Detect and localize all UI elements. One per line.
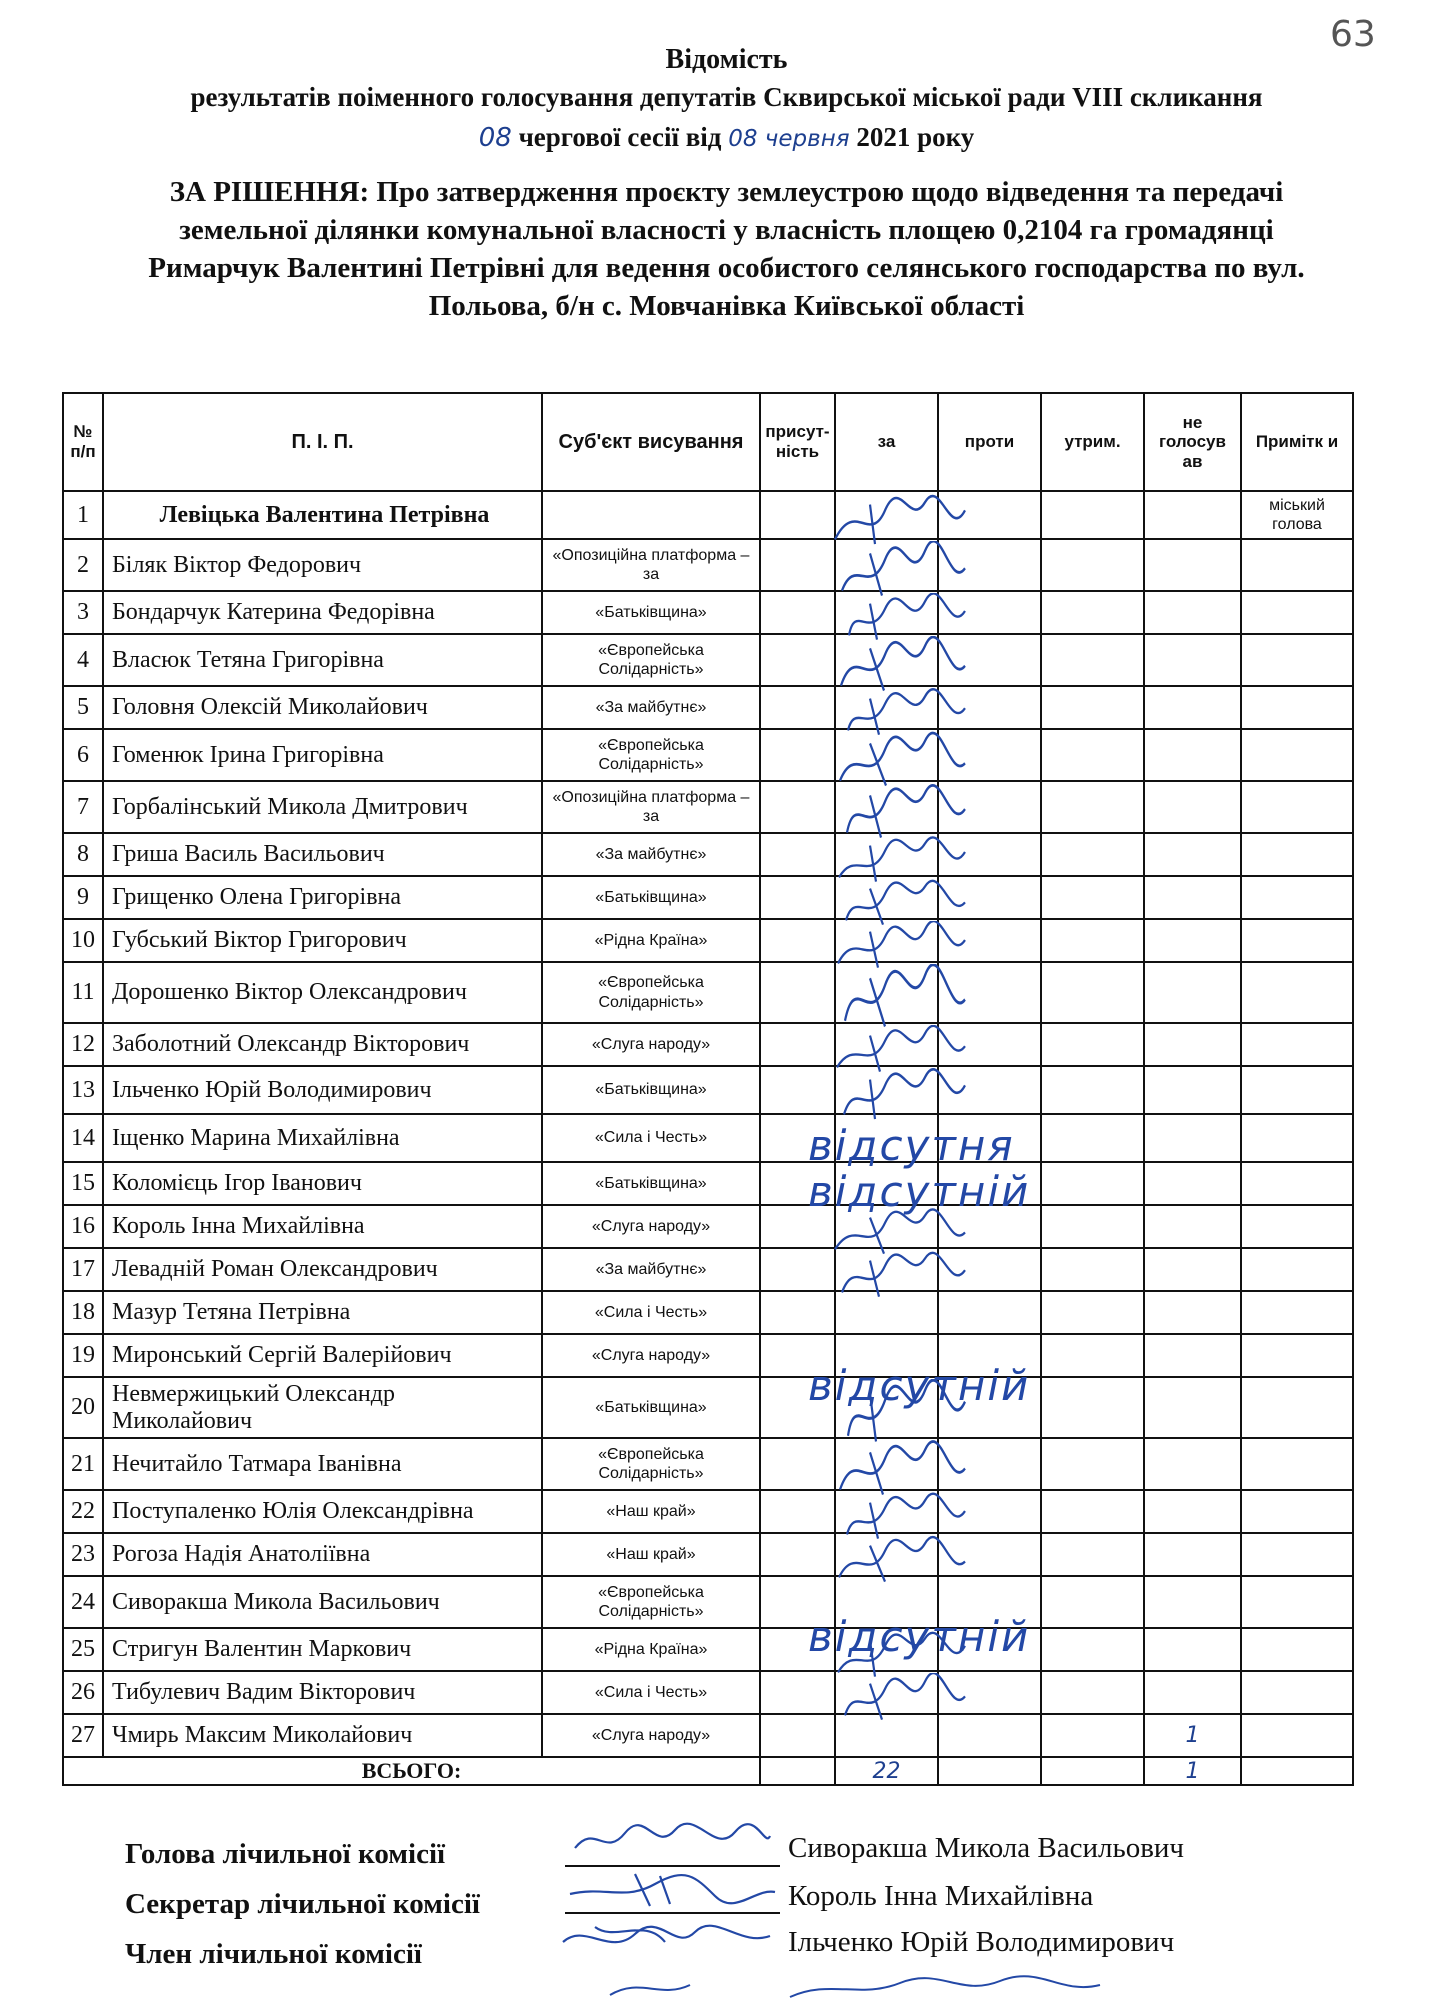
table-row: [63, 1576, 1353, 1628]
row-number: 5: [63, 686, 103, 729]
row-number: 25: [63, 1628, 103, 1671]
row-number: 14: [63, 1114, 103, 1162]
table-header-row: [63, 393, 1353, 491]
not-voted-cell: [1144, 1066, 1241, 1114]
note-cell: [1241, 962, 1353, 1023]
member-label: Член лічильної комісії: [125, 1938, 422, 1970]
deputy-name: Бондарчук Катерина Федорівна: [103, 591, 542, 634]
row-number: 3: [63, 591, 103, 634]
vote-abstain-cell: [1041, 686, 1144, 729]
note-cell: [1241, 1714, 1353, 1757]
not-voted-cell: [1144, 591, 1241, 634]
deputy-name: Гоменюк Ірина Григорівна: [103, 729, 542, 781]
note-cell: [1241, 729, 1353, 781]
note-cell: [1241, 919, 1353, 962]
table-row: [63, 1533, 1353, 1576]
vote-abstain-cell: [1041, 1205, 1144, 1248]
decision-line-2: земельної ділянки комунальної власності у власність площею 0,2104 га громадянці: [179, 214, 1274, 246]
party-name: «Слуга народу»: [542, 1714, 760, 1757]
row-number: 16: [63, 1205, 103, 1248]
head-signature: [565, 1818, 780, 1863]
row-number: 10: [63, 919, 103, 962]
session-date: 08 червня: [728, 126, 850, 152]
party-name: «Наш край»: [542, 1533, 760, 1576]
col-header-num: № п/п: [63, 393, 103, 491]
vote-abstain-cell: [1041, 962, 1144, 1023]
party-name: «За майбутнє»: [542, 833, 760, 876]
signature-mark: [815, 1673, 975, 1726]
head-label: Голова лічильної комісії: [125, 1838, 446, 1870]
note-cell: [1241, 686, 1353, 729]
vote-abstain-cell: [1041, 1714, 1144, 1757]
col-header-notes: Примітк и: [1241, 393, 1353, 491]
party-name: «Слуга народу»: [542, 1023, 760, 1066]
absent-mark-14: відсутня: [808, 1121, 1015, 1170]
not-voted-cell: [1144, 1576, 1241, 1628]
table-row: [63, 1438, 1353, 1490]
table-row: [63, 1671, 1353, 1714]
total-against: [938, 1757, 1041, 1785]
note-cell: міський голова: [1241, 491, 1353, 539]
deputy-name: Грищенко Олена Григорівна: [103, 876, 542, 919]
table-row: [63, 686, 1353, 729]
col-header-party: Суб'єкт висування: [542, 393, 760, 491]
note-cell: [1241, 1023, 1353, 1066]
note-cell: [1241, 876, 1353, 919]
note-cell: [1241, 1628, 1353, 1671]
deputy-name: Мазур Тетяна Петрівна: [103, 1291, 542, 1334]
party-name: «Європейська Солідарність»: [542, 962, 760, 1023]
note-cell: [1241, 1291, 1353, 1334]
decision-line-1: ЗА РІШЕННЯ: Про затвердження проєкту землеустрою щодо відведення та передачі: [169, 176, 1284, 208]
row-number: 15: [63, 1162, 103, 1205]
not-voted-cell: [1144, 634, 1241, 686]
vote-abstain-cell: [1041, 1066, 1144, 1114]
vote-abstain-cell: [1041, 1671, 1144, 1714]
total-row: [63, 1757, 1353, 1785]
decision-line-3: Римарчук Валентині Петрівні для ведення особистого селянського господарства по вул.: [148, 252, 1305, 284]
deputy-name: Губський Віктор Григорович: [103, 919, 542, 962]
not-voted-cell: [1144, 833, 1241, 876]
table-row: [63, 1023, 1353, 1066]
session-year: 2021 року: [856, 122, 975, 152]
row-number: 27: [63, 1714, 103, 1757]
absent-mark-15: відсутній: [808, 1167, 1031, 1216]
vote-abstain-cell: [1041, 1438, 1144, 1490]
vote-abstain-cell: [1041, 1334, 1144, 1377]
signature-mark: [815, 1535, 975, 1588]
not-voted-cell: [1144, 1671, 1241, 1714]
row-number: 11: [63, 962, 103, 1023]
party-name: «Опозиційна платформа – за: [542, 539, 760, 591]
vote-abstain-cell: [1041, 1023, 1144, 1066]
party-name: «Батьківщина»: [542, 1162, 760, 1205]
row-number: 19: [63, 1334, 103, 1377]
row-number: 24: [63, 1576, 103, 1628]
not-voted-cell: [1144, 1291, 1241, 1334]
deputy-name: Нечитайло Татмара Іванівна: [103, 1438, 542, 1490]
deputy-name: Поступаленко Юлія Олександрівна: [103, 1490, 542, 1533]
session-mid-text: чергової сесії від: [518, 122, 722, 152]
row-number: 1: [63, 491, 103, 539]
not-voted-cell: [1144, 1628, 1241, 1671]
table-row: [63, 919, 1353, 962]
party-name: «Сила і Честь»: [542, 1291, 760, 1334]
absent-mark-19: відсутній: [808, 1361, 1031, 1410]
party-name: «Рідна Країна»: [542, 919, 760, 962]
vote-abstain-cell: [1041, 1248, 1144, 1291]
not-voted-cell: [1144, 1490, 1241, 1533]
party-name: «Рідна Країна»: [542, 1628, 760, 1671]
table-row: [63, 1114, 1353, 1162]
decision-line-4: Польова, б/н с. Мовчанівка Київської області: [428, 290, 1025, 322]
voting-table: [62, 392, 1354, 1786]
note-cell: [1241, 539, 1353, 591]
row-number: 13: [63, 1066, 103, 1114]
note-cell: [1241, 781, 1353, 833]
not-voted-cell: [1144, 1023, 1241, 1066]
note-cell: [1241, 1066, 1353, 1114]
table-row: [63, 833, 1353, 876]
vote-abstain-cell: [1041, 1377, 1144, 1438]
deputy-name: Головня Олексій Миколайович: [103, 686, 542, 729]
signature-mark: [815, 1068, 975, 1126]
deputy-name: Коломієць Ігор Іванович: [103, 1162, 542, 1205]
secretary-signature: [565, 1866, 780, 1911]
deputy-name: Біляк Віктор Федорович: [103, 539, 542, 591]
session-line: [0, 122, 1453, 153]
vote-abstain-cell: [1041, 539, 1144, 591]
party-name: «За майбутнє»: [542, 686, 760, 729]
total-not-voted: 1: [1144, 1757, 1241, 1785]
table-row: [63, 876, 1353, 919]
table-row: [63, 1066, 1353, 1114]
row-number: 7: [63, 781, 103, 833]
absent-mark-24: відсутній: [808, 1612, 1031, 1661]
table-row: [63, 1248, 1353, 1291]
deputy-name: Гриша Василь Васильович: [103, 833, 542, 876]
table-row: [63, 634, 1353, 686]
secretary-label: Секретар лічильної комісії: [125, 1888, 480, 1920]
deputy-name: Заболотний Олександр Вікторович: [103, 1023, 542, 1066]
party-name: «Європейська Солідарність»: [542, 1438, 760, 1490]
row-number: 2: [63, 539, 103, 591]
not-voted-cell: [1144, 539, 1241, 591]
bottom-scribble: [600, 1975, 1120, 2000]
not-voted-cell: [1144, 1162, 1241, 1205]
deputy-name: Рогоза Надія Анатоліївна: [103, 1533, 542, 1576]
row-number: 21: [63, 1438, 103, 1490]
deputy-name: Дорошенко Віктор Олександрович: [103, 962, 542, 1023]
row-number: 18: [63, 1291, 103, 1334]
note-cell: [1241, 1438, 1353, 1490]
not-voted-cell: [1144, 1205, 1241, 1248]
note-cell: [1241, 1248, 1353, 1291]
note-cell: [1241, 1334, 1353, 1377]
deputy-name: Іщенко Марина Михайлівна: [103, 1114, 542, 1162]
total-label: ВСЬОГО:: [63, 1757, 760, 1785]
table-row: [63, 1377, 1353, 1438]
col-header-abstain: утрим.: [1041, 393, 1144, 491]
not-voted-cell: [1144, 781, 1241, 833]
vote-abstain-cell: [1041, 919, 1144, 962]
note-cell: [1241, 1205, 1353, 1248]
party-name: «Батьківщина»: [542, 591, 760, 634]
total-notes: [1241, 1757, 1353, 1785]
row-number: 26: [63, 1671, 103, 1714]
vote-abstain-cell: [1041, 1628, 1144, 1671]
not-voted-cell: [1144, 686, 1241, 729]
vote-abstain-cell: [1041, 876, 1144, 919]
table-row: [63, 729, 1353, 781]
table-row: [63, 781, 1353, 833]
table-row: [63, 1291, 1353, 1334]
session-number: 08: [478, 123, 512, 153]
note-cell: [1241, 1377, 1353, 1438]
table-row: [63, 1628, 1353, 1671]
not-voted-cell: [1144, 962, 1241, 1023]
page-number: 63: [1330, 14, 1376, 55]
row-number: 6: [63, 729, 103, 781]
not-voted-cell: [1144, 1533, 1241, 1576]
vote-abstain-cell: [1041, 591, 1144, 634]
vote-abstain-cell: [1041, 1114, 1144, 1162]
col-header-name: П. І. П.: [103, 393, 542, 491]
table-row: [63, 591, 1353, 634]
party-name: «Наш край»: [542, 1490, 760, 1533]
vote-abstain-cell: [1041, 729, 1144, 781]
party-name: «Слуга народу»: [542, 1205, 760, 1248]
table-row: [63, 962, 1353, 1023]
vote-abstain-cell: [1041, 634, 1144, 686]
not-voted-cell: [1144, 491, 1241, 539]
table-row: [63, 1162, 1353, 1205]
table-row: [63, 491, 1353, 539]
signature-mark: [815, 1250, 975, 1303]
party-name: «Батьківщина»: [542, 1066, 760, 1114]
vote-abstain-cell: [1041, 491, 1144, 539]
party-name: «Європейська Солідарність»: [542, 1576, 760, 1628]
note-cell: [1241, 1576, 1353, 1628]
deputy-name: Чмирь Максим Миколайович: [103, 1714, 542, 1757]
row-number: 20: [63, 1377, 103, 1438]
party-name: «Батьківщина»: [542, 876, 760, 919]
deputy-name: Левадній Роман Олександрович: [103, 1248, 542, 1291]
document-subtitle: результатів поіменного голосування депутатів Сквирської міської ради VIII скликання: [190, 82, 1263, 112]
secretary-name: Король Інна Михайлівна: [788, 1880, 1094, 1912]
row-number: 17: [63, 1248, 103, 1291]
note-cell: [1241, 1533, 1353, 1576]
total-abstain: [1041, 1757, 1144, 1785]
col-header-against: проти: [938, 393, 1041, 491]
vote-abstain-cell: [1041, 1533, 1144, 1576]
table-row: [63, 1334, 1353, 1377]
party-name: «За майбутнє»: [542, 1248, 760, 1291]
deputy-name: Невмержицький Олександр Миколайович: [103, 1377, 542, 1438]
not-voted-cell: [1144, 1114, 1241, 1162]
deputy-name: Горбалінський Микола Дмитрович: [103, 781, 542, 833]
party-name: «Сила і Честь»: [542, 1114, 760, 1162]
vote-abstain-cell: [1041, 1291, 1144, 1334]
row-number: 4: [63, 634, 103, 686]
note-cell: [1241, 833, 1353, 876]
not-voted-cell: [1144, 876, 1241, 919]
vote-abstain-cell: [1041, 1576, 1144, 1628]
row-number: 22: [63, 1490, 103, 1533]
note-cell: [1241, 1162, 1353, 1205]
col-header-not-voted: не голосув ав: [1144, 393, 1241, 491]
deputy-name: Сиворакша Микола Васильович: [103, 1576, 542, 1628]
table-row: [63, 1490, 1353, 1533]
row-number: 8: [63, 833, 103, 876]
party-name: «Сила і Честь»: [542, 1671, 760, 1714]
vote-abstain-cell: [1041, 833, 1144, 876]
party-name: «Слуга народу»: [542, 1334, 760, 1377]
note-cell: [1241, 1490, 1353, 1533]
deputy-name: Тибулевич Вадим Вікторович: [103, 1671, 542, 1714]
deputy-name: Король Інна Михайлівна: [103, 1205, 542, 1248]
party-name: «Європейська Солідарність»: [542, 634, 760, 686]
table-row: [63, 1205, 1353, 1248]
not-voted-cell: 1: [1144, 1714, 1241, 1757]
note-cell: [1241, 591, 1353, 634]
deputy-name: Стригун Валентин Маркович: [103, 1628, 542, 1671]
total-for: 22: [835, 1757, 938, 1785]
deputy-name: Власюк Тетяна Григорівна: [103, 634, 542, 686]
party-name: «Європейська Солідарність»: [542, 729, 760, 781]
member-signature: [555, 1912, 780, 1962]
not-voted-cell: [1144, 1248, 1241, 1291]
party-name: [542, 491, 760, 539]
not-voted-cell: [1144, 729, 1241, 781]
vote-abstain-cell: [1041, 781, 1144, 833]
deputy-name: Левіцька Валентина Петрівна: [103, 491, 542, 539]
deputy-name: Миронський Сергій Валерійович: [103, 1334, 542, 1377]
note-cell: [1241, 1114, 1353, 1162]
not-voted-cell: [1144, 919, 1241, 962]
not-voted-cell: [1144, 1377, 1241, 1438]
total-present: [760, 1757, 835, 1785]
party-name: «Опозиційна платформа – за: [542, 781, 760, 833]
row-number: 23: [63, 1533, 103, 1576]
note-cell: [1241, 1671, 1353, 1714]
table-row: [63, 1714, 1353, 1757]
not-voted-cell: [1144, 1438, 1241, 1490]
col-header-present: присут-ність: [760, 393, 835, 491]
head-name: Сиворакша Микола Васильович: [788, 1832, 1185, 1864]
note-cell: [1241, 634, 1353, 686]
row-number: 9: [63, 876, 103, 919]
table-row: [63, 539, 1353, 591]
row-number: 12: [63, 1023, 103, 1066]
vote-abstain-cell: [1041, 1490, 1144, 1533]
vote-abstain-cell: [1041, 1162, 1144, 1205]
document-title: Відомість: [665, 44, 788, 75]
not-voted-cell: [1144, 1334, 1241, 1377]
col-header-for: за: [835, 393, 938, 491]
party-name: «Батьківщина»: [542, 1377, 760, 1438]
deputy-name: Ільченко Юрій Володимирович: [103, 1066, 542, 1114]
member-name: Ільченко Юрій Володимирович: [788, 1926, 1175, 1958]
